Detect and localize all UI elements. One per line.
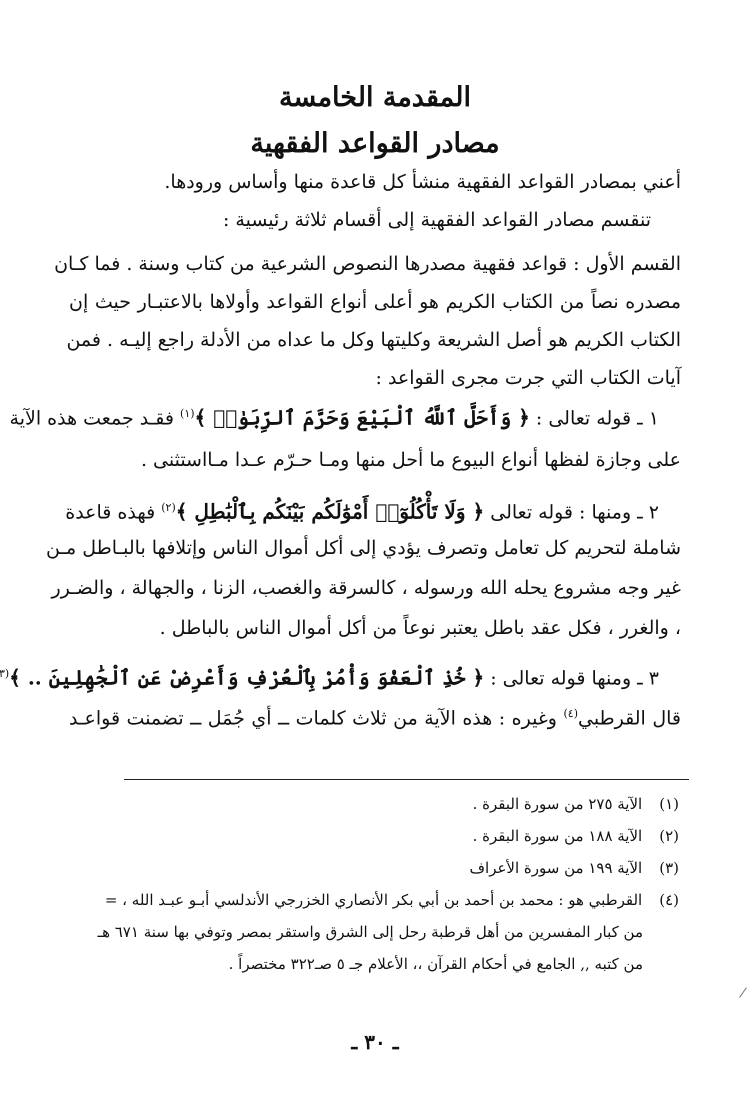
section-title: مصادر القواعد الفقهية xyxy=(251,128,501,159)
quran-verse: ﴿ خُذِ ٱلْعَفْوَ وَأْمُرْ بِٱلْعُرْفِ وَأَعْرِضْ عَنِ ٱلْجَٰهِلِينَ .. ﴾ xyxy=(10,665,486,690)
item-2 xyxy=(66,494,660,526)
footnote-continuation: من كبار المفسرين من أهل قرطبة رحل إلى الشرق واستقر بمصر وتوفي بها سنة ٦٧١ هـ xyxy=(98,923,644,941)
item-3 xyxy=(0,660,660,692)
body-text: وغيره : هذه الآية من ثلاث كلمات ــ أي جُمَل ــ تضمنت قواعـد xyxy=(70,707,558,730)
footnote-text: القرطبي هو : محمد بن أحمد بن أبي بكر الأنصاري الخزرجي الأندلسي أبـو عبـد الله ، = xyxy=(105,891,644,909)
footnote-number: (٣) xyxy=(660,859,680,877)
body-line: على وجازة لفظها أنواع البيوع ما أحل منها ومـا حـرّم عـدا مـااستثنى . xyxy=(141,449,682,471)
body-line: القسم الأول : قواعد فقهية مصدرها النصوص الشرعية من كتاب وسنة . فما كـان xyxy=(55,253,682,275)
footnote xyxy=(70,888,680,912)
body-line: مصدره نصاً من الكتاب الكريم هو أعلى أنواع القواعد وأولاها بالاعتبـار حيث إن xyxy=(70,291,682,313)
footnote xyxy=(70,792,680,816)
page-number: ـ ٣٠ ـ xyxy=(352,1030,400,1054)
footnote-ref: (١) xyxy=(181,407,196,420)
body-line: الكتاب الكريم هو أصل الشريعة وكليتها وكل ما عداه من الأدلة راجع إليـه . فمن xyxy=(67,329,682,351)
chapter-title: المقدمة الخامسة xyxy=(280,82,472,113)
item-3-prefix: ٣ ـ ومنها قوله تعالى : xyxy=(491,667,660,690)
footnote-text: الآية ١٩٩ من سورة الأعراف xyxy=(470,859,644,877)
scan-mark xyxy=(740,987,748,997)
footnote-ref: (٢) xyxy=(162,501,177,514)
item-2-prefix: ٢ ـ ومنها : قوله تعالى xyxy=(491,501,660,524)
footnote-text: الآية ١٨٨ من سورة البقرة . xyxy=(473,827,644,845)
division-line: تنقسم مصادر القواعد الفقهية إلى أقسام ثلاثة رئيسية : xyxy=(223,209,652,231)
footnote-divider xyxy=(125,779,690,780)
body-text: قال القرطبي xyxy=(578,707,683,730)
item-1 xyxy=(10,400,660,432)
footnote-ref: (٣ xyxy=(0,667,11,680)
body-line: آيات الكتاب التي جرت مجرى القواعد : xyxy=(376,367,682,389)
footnote-number: (٢) xyxy=(660,827,680,845)
footnote-number: (٤) xyxy=(660,891,680,909)
footnote xyxy=(70,856,680,880)
item-1-suffix: فقـد جمعت هذه الآية xyxy=(10,407,175,430)
footnote-continuation: من كتبه ,, الجامع في أحكام القرآن ،، الأعلام جـ ٥ صـ٣٢٢ مختصراً . xyxy=(229,955,644,973)
quran-verse: ﴿ وَلَا تَأْكُلُوٓا۟ أَمْوَٰلَكُم بَيْنَكُم بِٱلْبَٰطِلِ ﴾ xyxy=(176,499,486,524)
item-2-suffix: فهذه قاعدة xyxy=(66,501,157,524)
body-line: غير وجه مشروع يحله الله ورسوله ، كالسرقة والغصب، الزنا ، والجهالة ، والضـرر xyxy=(52,577,682,599)
footnote-number: (١) xyxy=(660,795,680,813)
intro-line: أعني بمصادر القواعد الفقهية منشأ كل قاعدة منها وأساس ورودها. xyxy=(165,171,682,193)
footnote-text: الآية ٢٧٥ من سورة البقرة . xyxy=(473,795,644,813)
footnote-ref: (٤) xyxy=(564,707,579,720)
footnote xyxy=(70,824,680,848)
body-line xyxy=(70,700,682,732)
item-1-prefix: ١ ـ قوله تعالى : xyxy=(536,407,660,430)
body-line: ، والغرر ، فكل عقد باطل يعتبر نوعاً من أكل أموال الناس بالباطل . xyxy=(160,617,682,639)
quran-verse: ﴿ وَأَحَلَّ ٱللَّهُ ٱلْبَيْعَ وَحَرَّمَ ٱلرِّبَوٰا۟ ﴾ xyxy=(195,405,531,430)
body-line: شاملة لتحريم كل تعامل وتصرف يؤدي إلى أكل أموال الناس وإتلافها بالبـاطل مـن xyxy=(47,537,682,559)
